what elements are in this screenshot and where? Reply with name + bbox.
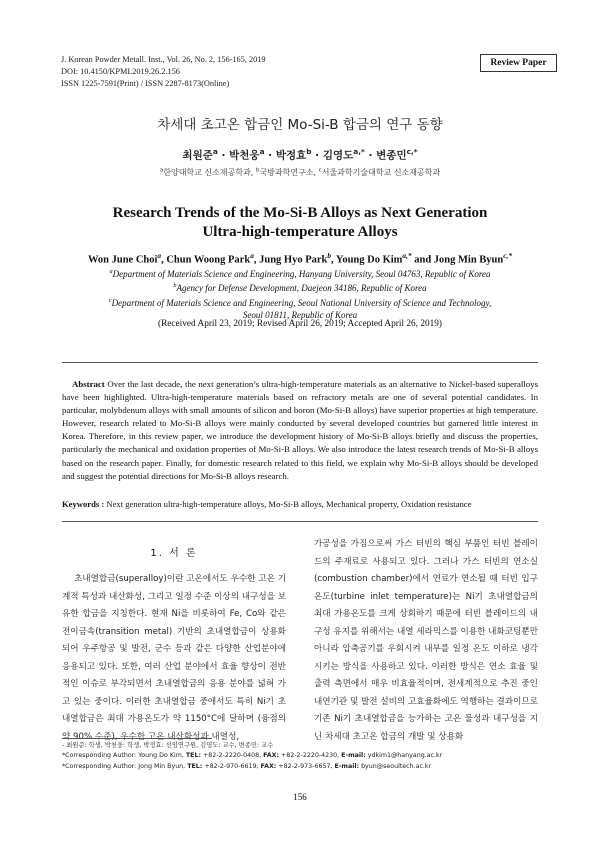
abstract-bottom-rule bbox=[62, 521, 538, 522]
journal-issn: ISSN 1225-7591(Print) / ISSN 2287-8173(Online) bbox=[61, 79, 230, 88]
footnote-rule bbox=[62, 738, 212, 739]
keywords-label: Keywords : bbox=[62, 499, 105, 509]
abstract-top-rule bbox=[62, 362, 538, 363]
korean-affiliations: $^a$한양대학교 신소재공학과, $^b$국방과학연구소, $^c$서울과학기술대학교 신소재공학과 bbox=[159, 167, 441, 177]
english-authors: Won June Choi$^a$, Chun Woong Park$^a$, Jung Hyo Park$^b$, Young Do Kim$^{a,*}$ and Jong Min Byun$^{c,*}$ bbox=[87, 251, 513, 266]
korean-authors: 최원준$^a$ · 박천웅$^a$ · 박정효$^b$ · 김영도$^{a,*}$ · 변종민$^{c,*}$ bbox=[182, 147, 418, 162]
footnotes bbox=[62, 741, 538, 772]
section-heading-introduction: 1. 서 론 bbox=[150, 548, 198, 559]
footnote-positions: - 최원준: 학생, 박천웅: 학생, 박정효: 선임연구원, 김영도: 교수, 변종민: 교수 bbox=[62, 742, 274, 749]
paper-type-badge: Review Paper bbox=[480, 54, 557, 72]
keywords bbox=[62, 499, 538, 509]
abstract bbox=[62, 378, 538, 483]
page-number: 156 bbox=[293, 792, 307, 802]
journal-info bbox=[61, 54, 266, 90]
received-dates: (Received April 23, 2019; Revised April 26, 2019; Accepted April 26, 2019) bbox=[157, 319, 443, 329]
korean-title: 차세대 초고온 합금인 Mo-Si-B 합금의 연구 동향 bbox=[157, 117, 443, 133]
journal-doi: DOI: 10.4150/KPMI.2019.26.2.156 bbox=[61, 67, 180, 76]
footnote-corresponding-1: *Corresponding Author: Young Do Kim, TEL: +82-2-2220-0408, FAX: +82-2-2220-4230, E-mail: ydkim1@hanyang.ac.kr bbox=[62, 752, 443, 760]
footnote-corresponding-2: *Corresponding Author: Jong Min Byun, TEL: +82-2-970-6619, FAX: +82-2-973-6657, E-mail: byun@seoultech.ac.kr bbox=[62, 762, 432, 770]
keywords-text: Next generation ultra-high-temperature alloys, Mo-Si-B alloys, Mechanical property, Oxidation resistance bbox=[104, 499, 472, 509]
body-column-right: 가공성을 가짐으로써 가스 터빈의 핵심 부품인 터빈 블레이드의 주재료로 사용되고 있다. 그러나 가스 터빈의 연소실(combustion chamber)에서 연료가 연소될 때 터빈 입구온도(turbine inlet temperature)는 Ni기 초내열합금의 최대 가용온도를 크게 상회하기 때문에 터빈 블레이드의 내구성 유지를 위해서는 내열 세라믹스를 이용한 내화코팅뿐만 아니라 압축공기를 우회시켜 내부를 일정 온도 이하로 냉각시키는 방식을 사용하고 있다. 이러한 방식은 연소 효율 및 출력 측면에서 매우 비효율적이며, 전세계적으로 추진 중인 내연기관 및 발전 설비의 고효율화에도 역행하는 결과이므로 기존 Ni기 초내열합금을 능가하는 고온 물성과 내구성을 지닌 차세대 초고온 합금의 개발 및 상용화 bbox=[314, 539, 538, 742]
english-affiliations: $^a$Department of Materials Science and Engineering, Hanyang University, Seoul 04763, Republic of Korea $^b$Agency for Defense Development, Daejeon 34186, Republic of Korea $^c$Department of Materials Science and Engineering, Seoul National University of Science and Technology, Seoul 01811, Republic of Korea bbox=[108, 268, 492, 321]
abstract-label: Abstract bbox=[72, 379, 105, 389]
body-column-left: 초내열합금(superalloy)이란 고온에서도 우수한 고온 기계적 특성과 내산화성, 그리고 일정 수준 이상의 내구성을 보유한 합금을 지칭한다. 현재 Ni을 비롯하여 Fe, Co와 같은 전이금속(transition metal) 기반의 초내열합금이 상용화되어 우주항공 및 발전, 군수 등과 같은 다양한 산업분야에 응용되고 있다. 또한, 여러 산업 분야에서 효율 향상이 전반적인 이슈로 부각되면서 초내열합금의 응용 분야를 넓혀 가고 있는 중이다. 이러한 초내열합금 중에서도 특히 Ni기 초내열합금은 최대 가용온도가 약 1150°C에 달하며 (융점의 약 90% 수준), 우수한 고온 내산화성과 내열성, bbox=[62, 574, 286, 742]
abstract-text: Over the last decade, the next generation’s ultra-high-temperature materials as an alternative to Nickel-based superalloys have been highlighted. Ultra-high-temperature materials based on refractory metals are one of several potential candidates. In particular, molybdenum alloys with small amounts of silicon and boron (Mo-Si-B alloys) have superior properties at high temperature. However, research related to Mo-Si-B alloys were mainly conducted by several developed countries but garnered little interest in Korea. Therefore, in this review paper, we introduce the development history of Mo-Si-B alloys briefly and discuss the properties, particularly the mechanical and oxidation properties of Mo-Si-B alloys. We also introduce the latest research trends of Mo-Si-B alloys based on the research paper. Finally, for domestic research related to this field, we explain why Mo-Si-B alloys should be developed and suggest the potential directions for Mo-Si-B alloys research. bbox=[62, 379, 538, 481]
journal-citation: J. Korean Powder Metall. Inst., Vol. 26, No. 2, 156-165, 2019 bbox=[61, 55, 266, 64]
english-title: Research Trends of the Mo-Si-B Alloys as Next Generation Ultra-high-temperature Alloys bbox=[112, 205, 488, 240]
